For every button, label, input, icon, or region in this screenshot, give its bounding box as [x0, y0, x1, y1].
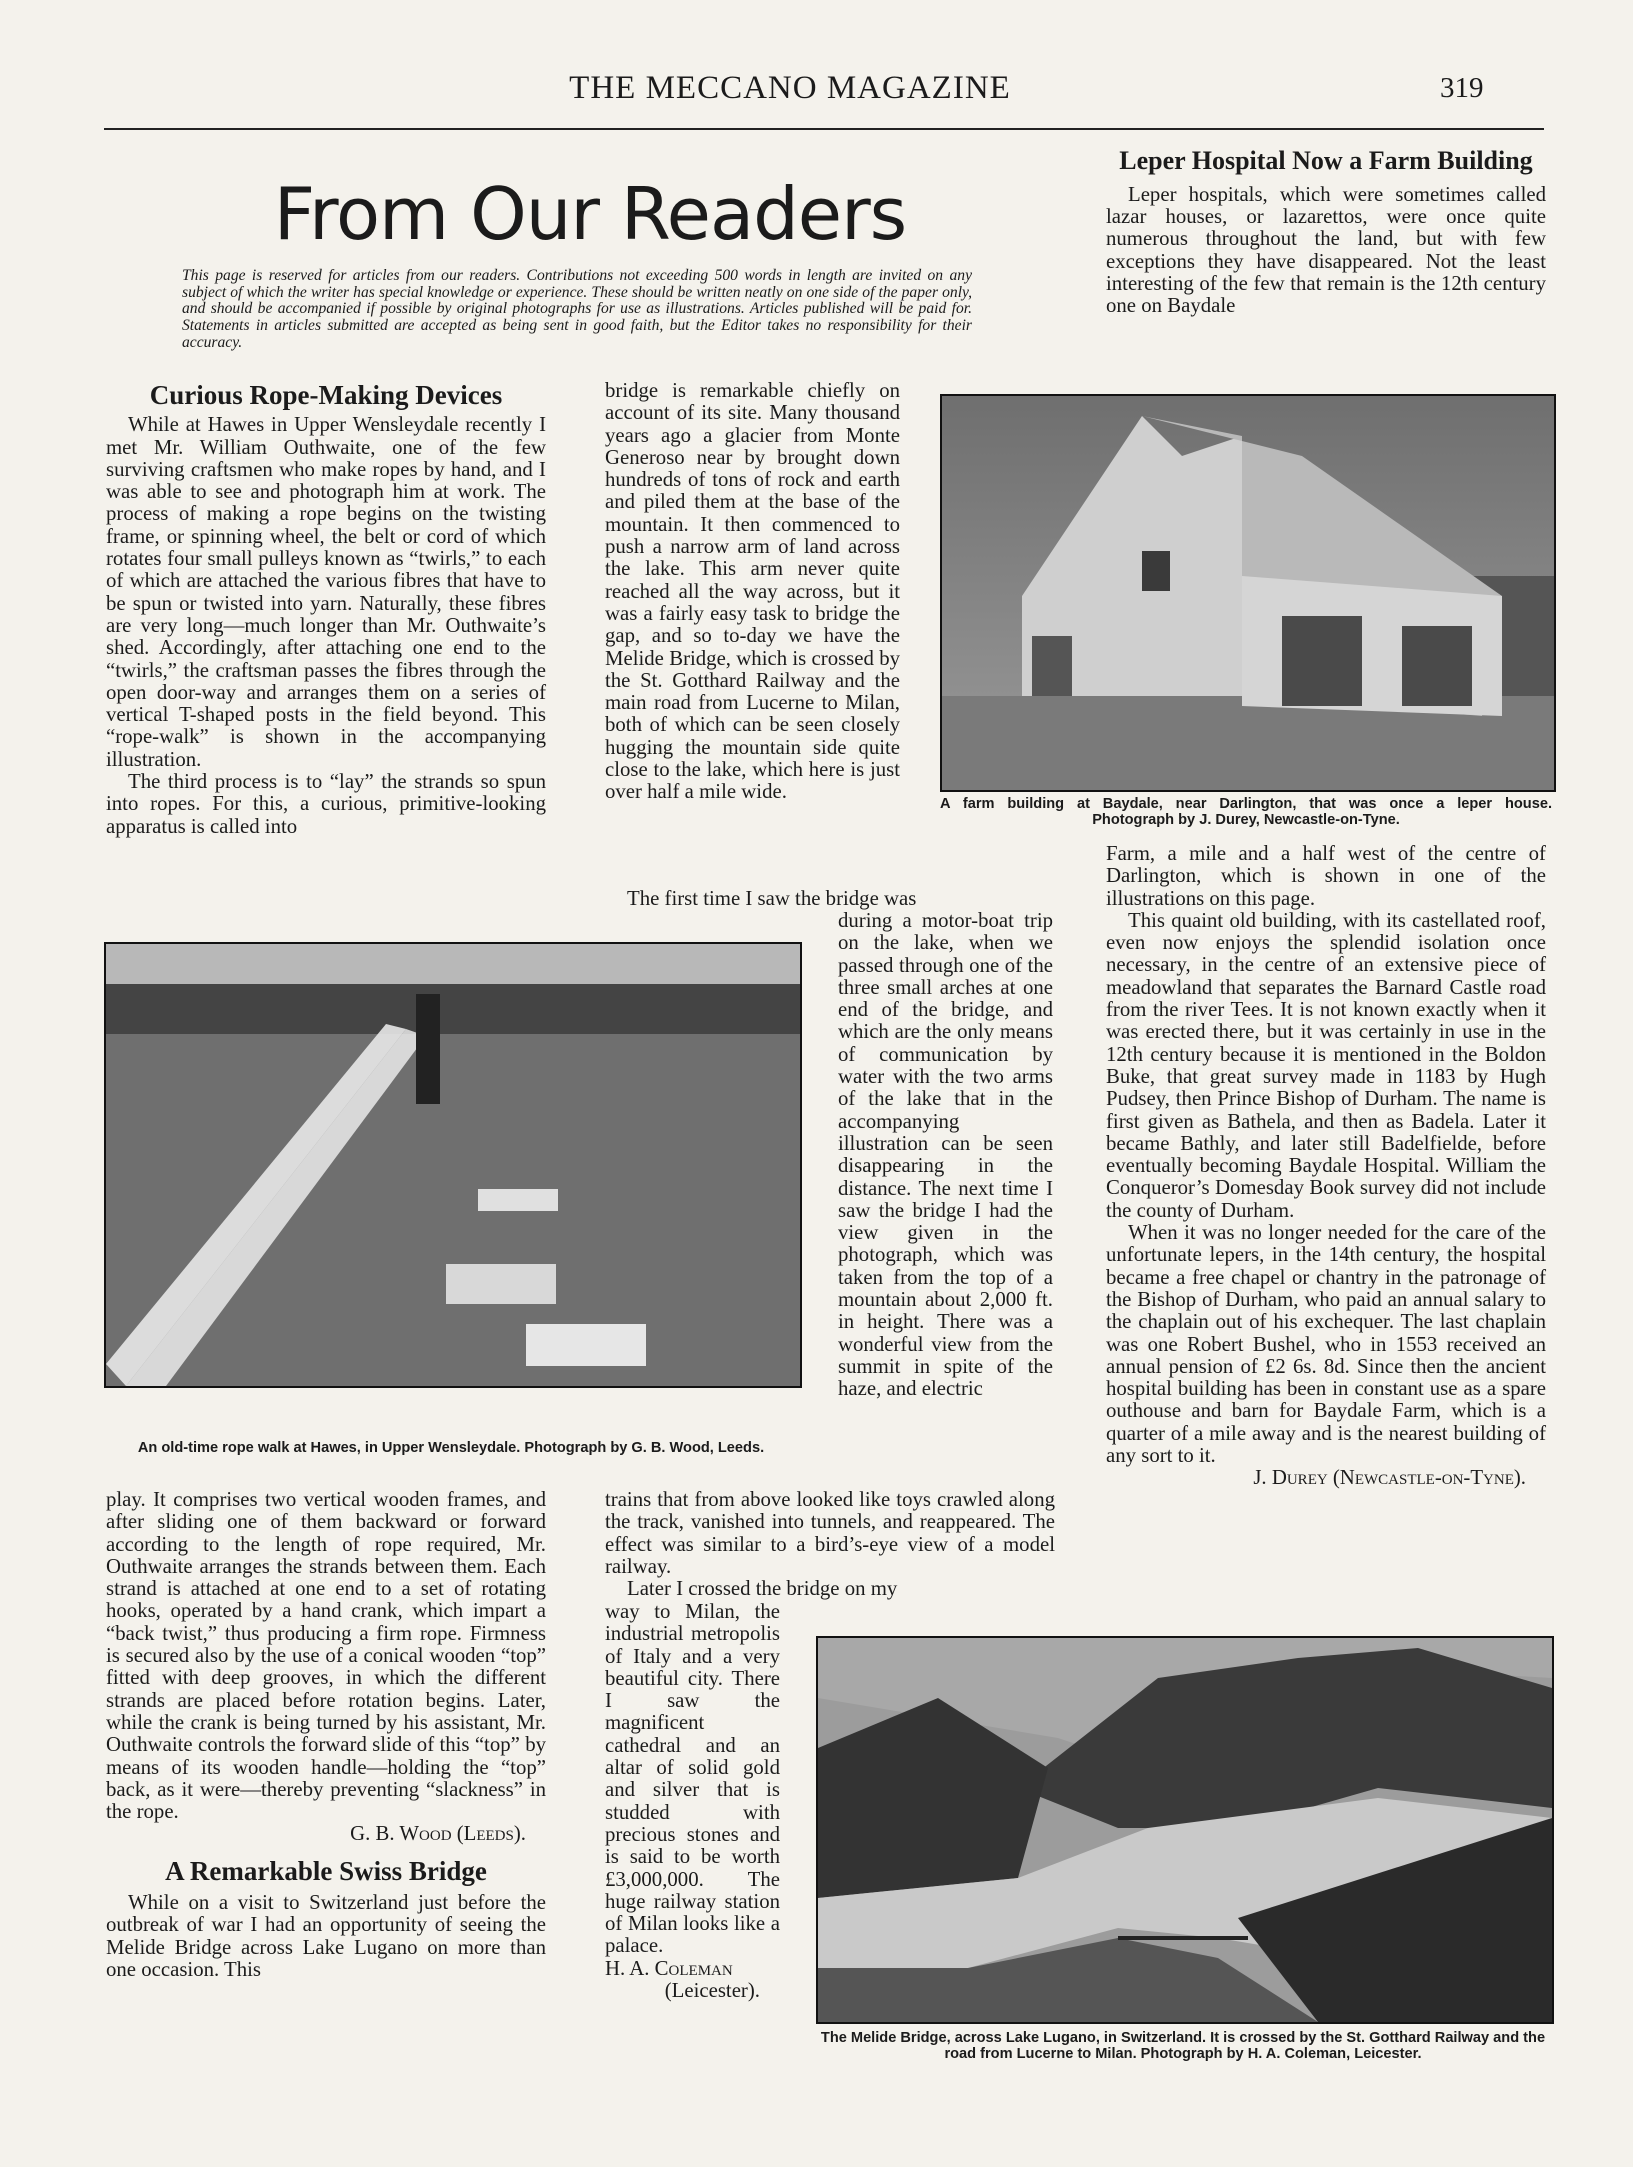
leper-paragraph-1b: Farm, a mile and a half west of the centre of Darlington, which is shown in one of the illustrations on this page.: [1106, 842, 1546, 910]
rope-paragraph-2: The third process is to “lay” the strands so spun into ropes. For this, a curious, primitive-looking apparatus is called into: [106, 770, 546, 838]
rope-walk-image: [106, 944, 800, 1386]
rope-article-bottom: [106, 1489, 546, 1981]
header-rule: [104, 128, 1544, 130]
rope-title: Curious Rope-Making Devices: [149, 380, 503, 410]
swiss-paragraph-3-start: [605, 888, 1055, 910]
farm-caption-line-1: A farm building at Baydale, near Darlington, that was once a leper house.: [940, 796, 1552, 812]
swiss-paragraph-4-narrow: [605, 1601, 780, 2002]
melide-bridge-image: [818, 1638, 1552, 2022]
swiss-paragraph-3c: trains that from above looked like toys crawled along the track, vanished into tunnels, and reappeared. The effect was similar to a bird’s-eye view of a model railway.: [605, 1488, 1055, 1578]
bridge-photo-caption: The Melide Bridge, across Lake Lugano, in Switzerland. It is crossed by the St. Gotthard Railway and the road from Lucerne to Milan. Photograph by H. A. Coleman, Leicester.: [820, 2030, 1546, 2063]
swiss-paragraph-2: bridge is remarkable chiefly on account of its site. Many thousand years ago a glacier from Monte Generoso near by brought down hundreds of tons of rock and earth and piled them at the base of the mountain. It then commenced to push a narrow arm of land across the lake. This arm never quite reached all the way across, but it was a fairly easy task to bridge the gap, and so to-day we have the Melide Bridge, which is crossed by the St. Gotthard Railway and the main road from Lucerne to Milan, both of which can be seen closely hugging the mountain side quite close to the lake, which here is just over half a mile wide.: [605, 379, 900, 804]
swiss-article-middle-bottom: [605, 1489, 1055, 1600]
leper-paragraph-1: Leper hospitals, which were sometimes called lazar houses, or lazarettos, were once quite numerous throughout the land, but with few exceptions they have disappeared. Not the least interesting of the few that remain is the 12th century one on Baydale: [1106, 182, 1546, 318]
rope-paragraph-3: play. It comprises two vertical wooden frames, and after sliding one of them backward or forward according to the length of rope required, Mr. Outhwaite arranges the strands between them. Each strand is attached at one end to a set of rotating hooks, operated by a hand crank, which impart a “back twist,” thus producing a firm rope. Firmness is secured also by the use of a conical wooden “top” fitted with deep grooves, in which the different strands are placed before rotation begins. Later, while the crank is being turned by his assistant, Mr. Outhwaite controls the forward slide of this “top” by means of its wooden handle—holding the “top” back, as it were—thereby preventing “slackness” in the rope.: [106, 1488, 546, 1824]
farm-caption-line-2: Photograph by J. Durey, Newcastle-on-Tyne.: [1092, 812, 1400, 829]
farm-building-image: [942, 396, 1554, 790]
swiss-paragraph-1: While on a visit to Switzerland just before the outbreak of war I had an opportunity of seeing the Melide Bridge across Lake Lugano on more than one occasion. This: [106, 1891, 546, 1981]
swiss-paragraph-3b: during a motor-boat trip on the lake, when we passed through one of the three small arches at one end of the bridge, and which are the only means of communication by water with the two arms of the lake that in the accompanying illustration can be seen disappearing in the distance. The next time I saw the bridge I had the view given in the photograph, which was taken from the top of a mountain about 2,000 ft. in height. There was a wonderful view from the summit in spite of the haze, and electric: [838, 909, 1053, 1401]
leper-article-bottom: [1106, 843, 1546, 1490]
farm-photo-caption: [940, 796, 1552, 829]
leper-signature: J. Durey (Newcastle-on-Tyne).: [1253, 1466, 1526, 1490]
swiss-article-middle-top: [605, 380, 900, 804]
rope-photo-caption: An old-time rope walk at Hawes, in Upper Wensleydale. Photograph by G. B. Wood, Leeds.: [137, 1440, 765, 1456]
swiss-paragraph-3a: The first time I saw the bridge was: [627, 887, 917, 910]
leper-paragraph-2: This quaint old building, with its castellated roof, even now enjoys the splendid isolation once necessary, in the centre of an extensive piece of meadowland that separates the Barnard Castle road from the river Tees. It is not known exactly when it was erected there, but it was certainly in use in the 12th century because it is mentioned in the Boldon Buke, that great survey made in 1183 by Hugh Pudsey, then Prince Bishop of Durham. The name is first given as Bathela, and then as Badela. Later it became Bathly, and later still Badelfielde, before eventually becoming Baydale Hospital. William the Conqueror’s Domesday Book survey did not include the county of Durham.: [1106, 908, 1546, 1222]
page-number: 319: [1440, 72, 1484, 104]
leper-article-top: [1106, 146, 1546, 318]
leper-title: Leper Hospital Now a Farm Building: [1119, 146, 1533, 175]
swiss-signature-name: H. A. Coleman: [605, 1956, 733, 1980]
rope-signature: G. B. Wood (Leeds).: [350, 1822, 526, 1846]
swiss-paragraph-3-narrow: [838, 910, 1053, 1401]
rope-walk-photo: [104, 942, 802, 1388]
rope-paragraph-1: While at Hawes in Upper Wensleydale recently I met Mr. William Outhwaite, one of the few surviving craftsmen who make ropes by hand, and I was able to see and photograph him at work. The process of making a rope begins on the twisting frame, or spinning wheel, the belt or cord of which rotates four small pulleys known as “twirls,” to each of which are attached the various fibres that have to be spun or twisted into yarn. Naturally, these fibres are very long—much longer than Mr. Outhwaite’s shed. Accordingly, after attaching one end to the “twirls,” the craftsman passes the fibres through the open door-way and arranges them on a series of vertical T-shaped posts in the field beyond. This “rope-walk” is shown in the accompanying illustration.: [106, 413, 546, 771]
leper-paragraph-3: When it was no longer needed for the care of the unfortunate lepers, in the 14th century, the hospital became a free chapel or chantry in the patronage of the Bishop of Durham, who paid an annual salary to the chaplain out of his exchequer. The last chaplain was one Robert Bushel, who in 1553 received an annual pension of £2 6s. 8d. Since then the ancient hospital building has been in constant use as a spare outhouse and barn for Baydale Farm, which is a quarter of a mile away and is the nearest building of any sort to it.: [1106, 1221, 1546, 1468]
melide-bridge-photo: [816, 1636, 1554, 2024]
swiss-paragraph-4a: Later I crossed the bridge on my: [627, 1577, 898, 1601]
swiss-title: A Remarkable Swiss Bridge: [165, 1855, 487, 1886]
farm-building-photo: [940, 394, 1556, 792]
swiss-signature-place: (Leicester).: [664, 1979, 760, 2003]
swiss-paragraph-4b: way to Milan, the industrial metropolis of Italy and a very beautiful city. There I saw the magnificent cathedral and an altar of solid gold and silver that is studded with precious stones and is said to be worth £3,000,000. The huge railway station of Milan looks like a palace.: [605, 1600, 780, 1958]
magazine-title: THE MECCANO MAGAZINE: [569, 70, 1011, 106]
intro-text: This page is reserved for articles from our readers. Contributions not exceeding 500 words in length are invited on any subject of which the writer has special knowledge or experience. These should be written neatly on one side of the paper only, and should be accompanied if possible by original photographs for use as illustrations. Articles published will be paid for. Statements in articles submitted are accepted as being sent in good faith, but the Editor takes no responsibility for their accuracy.: [182, 267, 972, 351]
section-title: From Our Readers: [273, 172, 907, 256]
rope-article-top: [106, 380, 546, 838]
